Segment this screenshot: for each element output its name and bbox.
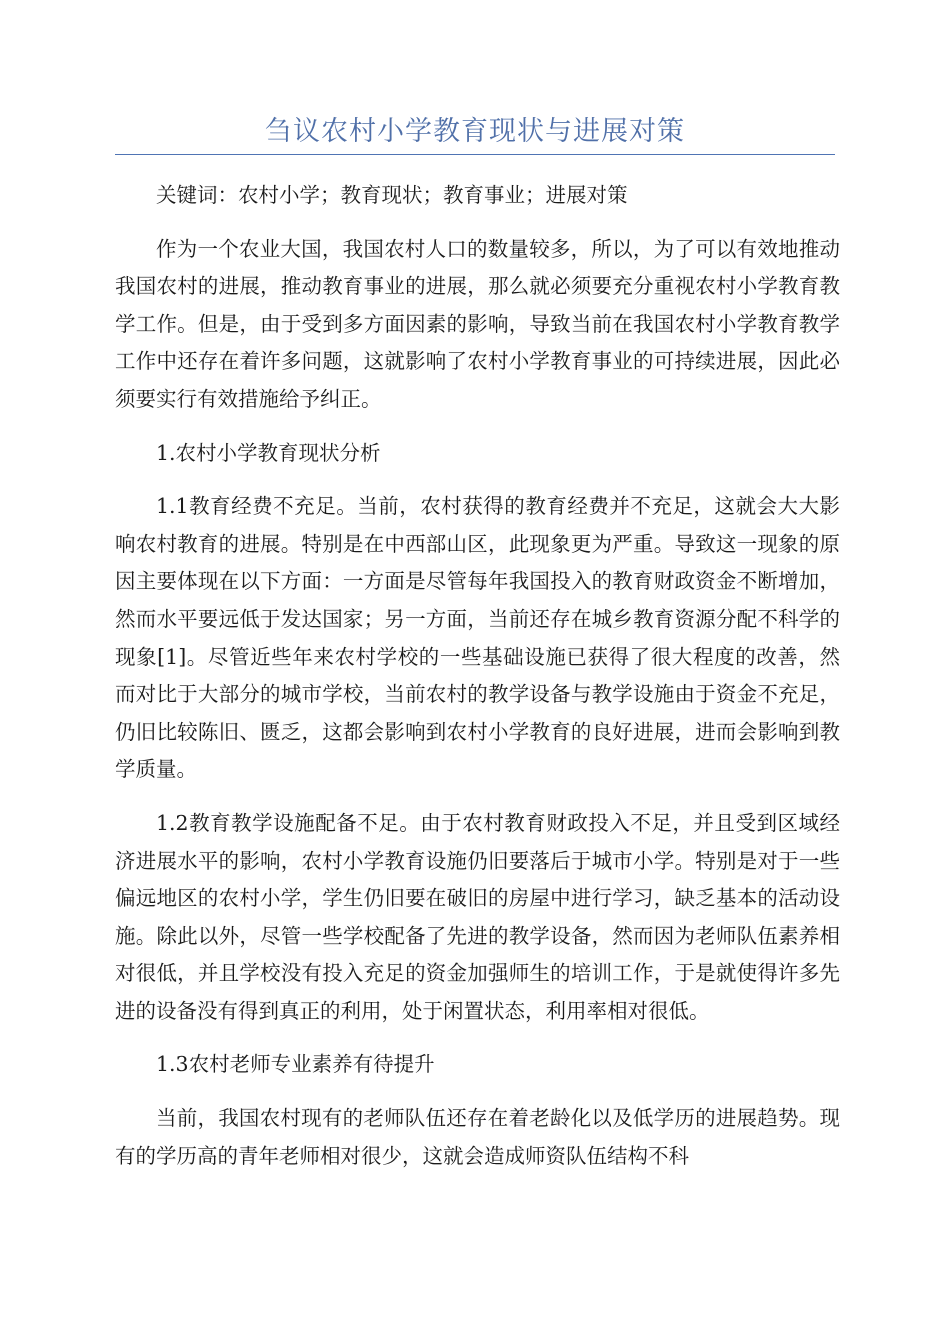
section-1-3-paragraph: 当前，我国农村现有的老师队伍还存在着老龄化以及低学历的进展趋势。现有的学历高的青年老师相对很少，这就会造成师资队伍结构不科 bbox=[115, 1106, 840, 1168]
document-title: 刍议农村小学教育现状与进展对策 bbox=[265, 116, 685, 147]
section-1-1-paragraph: 1.1教育经费不充足。当前，农村获得的教育经费并不充足，这就会大大影响农村教育的进展。特别是在中西部山区，此现象更为严重。导致这一现象的原因主要体现在以下方面：一方面是尽管每年我国投入的教育财政资金不断增加，然而水平要远低于发达国家；另一方面，当前还存在城乡教育资源分配不科学的现象[1]。尽管近些年来农村学校的一些基础设施已获得了很大程度的改善，然而对比于大部分的城市学校，当前农村的教学设备与教学设施由于资金不充足，仍旧比较陈旧、匮乏，这都会影响到农村小学教育的良好进展，进而会影响到教学质量。 bbox=[115, 494, 840, 782]
title-underline bbox=[115, 154, 835, 155]
document-body bbox=[115, 177, 840, 1191]
section-heading-1: 1.农村小学教育现状分析 bbox=[156, 440, 381, 465]
section-1-2-paragraph: 1.2教育教学设施配备不足。由于农村教育财政投入不足，并且受到区域经济进展水平的影响，农村小学教育设施仍旧要落后于城市小学。特别是对于一些偏远地区的农村小学，学生仍旧要在破旧的房屋中进行学习，缺乏基本的活动设施。除此以外，尽管一些学校配备了先进的教学设备，然而因为老师队伍素养相对很低，并且学校没有投入充足的资金加强师生的培训工作，于是就使得许多先进的设备没有得到真正的利用，处于闲置状态，利用率相对很低。 bbox=[115, 810, 840, 1023]
intro-paragraph: 作为一个农业大国，我国农村人口的数量较多，所以，为了可以有效地推动我国农村的进展，推动教育事业的进展，那么就必须要充分重视农村小学教育教学工作。但是，由于受到多方面因素的影响，导致当前在我国农村小学教育教学工作中还存在着许多问题，这就影响了农村小学教育事业的可持续进展，因此必须要实行有效措施给予纠正。 bbox=[115, 236, 840, 411]
keywords-paragraph: 关键词：农村小学；教育现状；教育事业；进展对策 bbox=[156, 183, 628, 207]
section-heading-1-3: 1.3农村老师专业素养有待提升 bbox=[156, 1052, 435, 1077]
